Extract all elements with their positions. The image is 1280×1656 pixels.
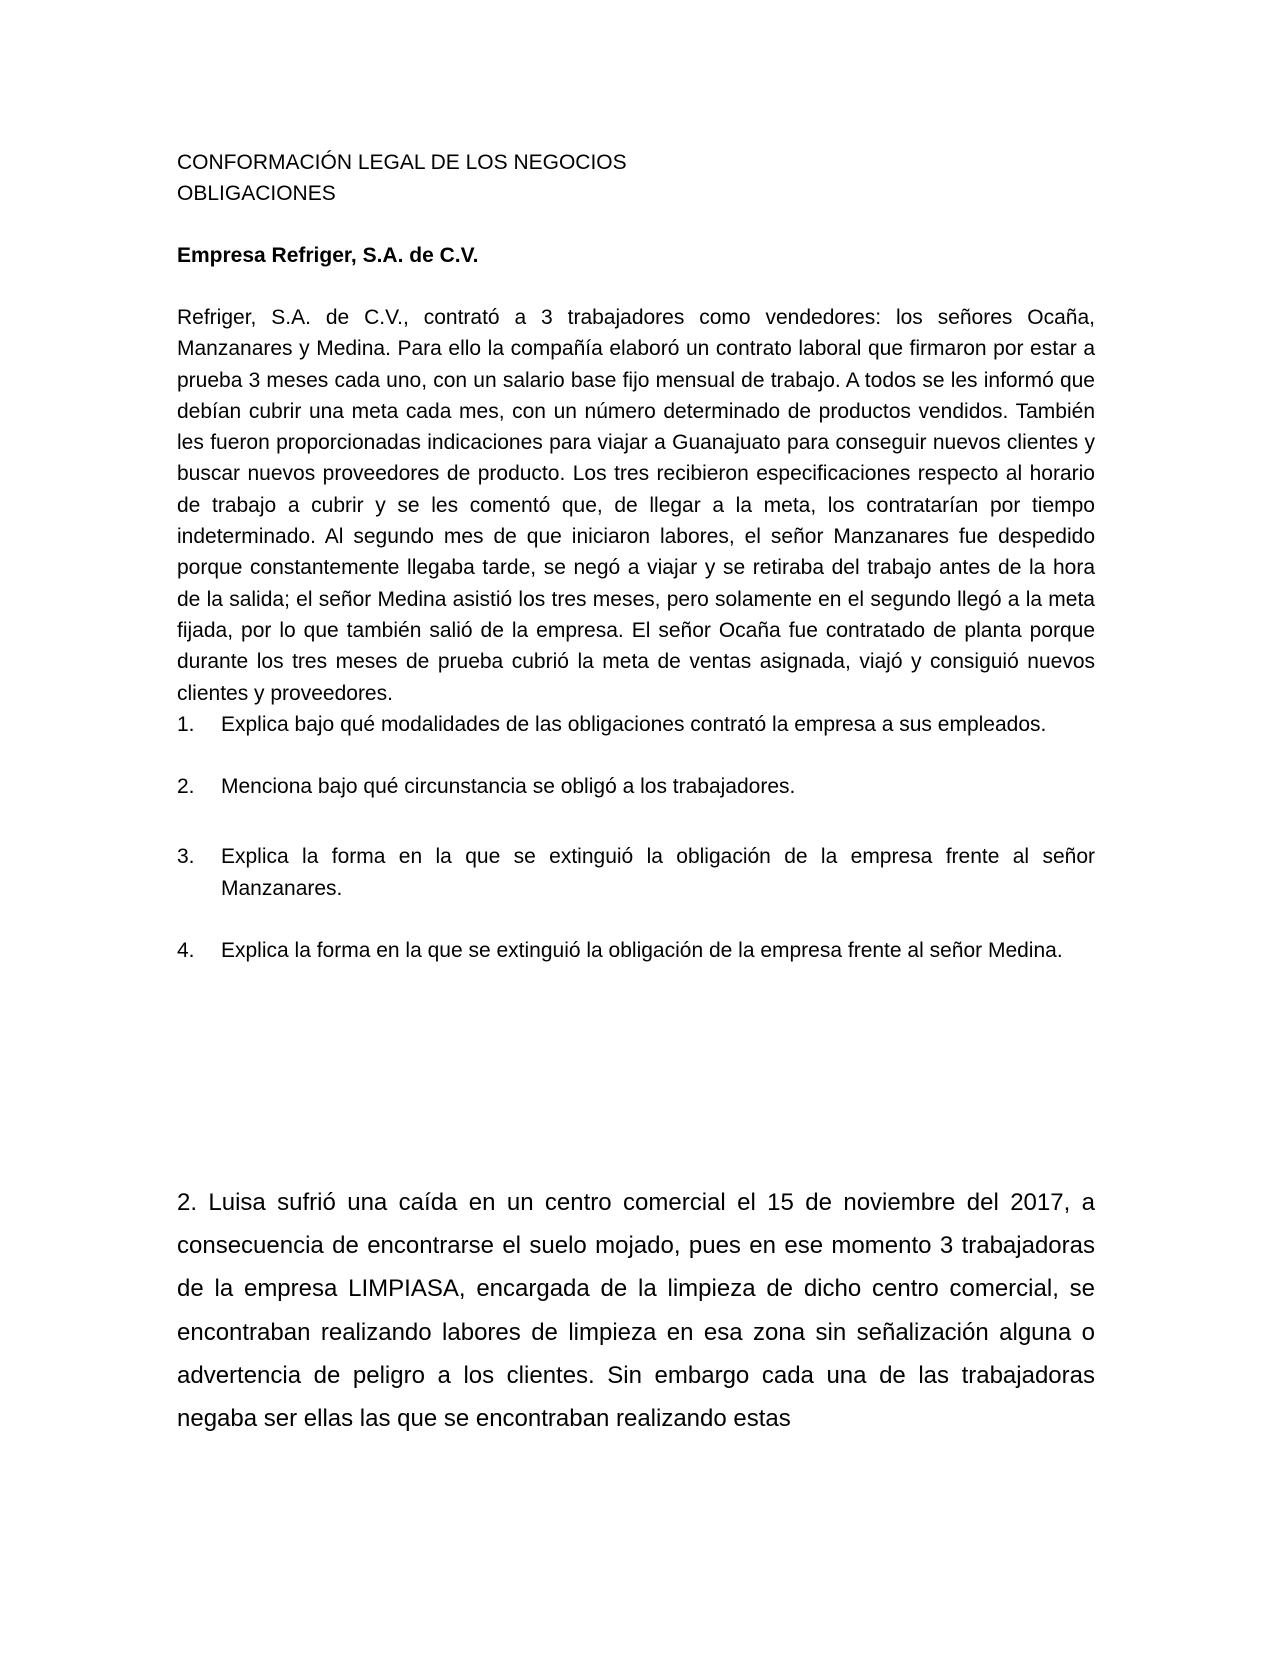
- list-item: [177, 771, 1095, 802]
- second-case-paragraph: 2. Luisa sufrió una caída en un centro comercial el 15 de noviembre del 2017, a consecuencia de encontrarse el suelo mojado, pues en ese momento 3 trabajadoras de la empresa LIMPIASA, encargada de la limpieza de dicho centro comercial, se encontraban realizando labores de limpieza en esa zona sin señalización alguna o advertencia de peligro a los clientes. Sin embargo cada una de las trabajadoras negaba ser ellas las que se encontraban realizando estas: [177, 1189, 1095, 1433]
- question-text: Explica la forma en la que se extinguió la obligación de la empresa frente al señor Medina.: [221, 939, 1063, 963]
- company-heading: Empresa Refriger, S.A. de C.V.: [177, 244, 479, 267]
- list-item: [177, 709, 1095, 740]
- question-text: Explica la forma en la que se extinguió la obligación de la empresa frente al señor Manzanares.: [221, 845, 1095, 900]
- list-item: [177, 935, 1095, 966]
- document-subtitle: OBLIGACIONES: [177, 182, 336, 205]
- question-number: 3.: [177, 845, 195, 869]
- question-text: Explica bajo qué modalidades de las obligaciones contrató la empresa a sus empleados.: [221, 712, 1047, 736]
- list-item: [177, 841, 1095, 904]
- questions-list: [177, 709, 1095, 966]
- question-number: 2.: [177, 775, 195, 799]
- question-text: Menciona bajo qué circunstancia se obligó a los trabajadores.: [221, 775, 796, 799]
- document-page: [177, 147, 1095, 966]
- case-paragraph: Refriger, S.A. de C.V., contrató a 3 trabajadores como vendedores: los señores Ocaña, Manzanares y Medina. Para ello la compañía elaboró un contrato laboral que firmaron por estar a prueba 3 meses cada uno, con un salario base fijo mensual de trabajo. A todos se les informó que debían cubrir una meta cada mes, con un número determinado de productos vendidos. También les fueron proporcionadas indicaciones para viajar a Guanajuato para conseguir nuevos clientes y buscar nuevos proveedores de producto. Los tres recibieron especificaciones respecto al horario de trabajo a cubrir y se les comentó que, de llegar a la meta, los contratarían por tiempo indeterminado. Al segundo mes de que iniciaron labores, el señor Manzanares fue despedido porque constantemente llegaba tarde, se negó a viajar y se retiraba del trabajo antes de la hora de la salida; el señor Medina asistió los tres meses, pero solamente en el segundo llegó a la meta fijada, por lo que también salió de la empresa. El señor Ocaña fue contratado de planta porque durante los tres meses de prueba cubrió la meta de ventas asignada, viajó y consiguió nuevos clientes y proveedores.: [177, 306, 1095, 705]
- question-number: 4.: [177, 939, 195, 963]
- question-number: 1.: [177, 712, 195, 736]
- document-title: CONFORMACIÓN LEGAL DE LOS NEGOCIOS: [177, 151, 627, 174]
